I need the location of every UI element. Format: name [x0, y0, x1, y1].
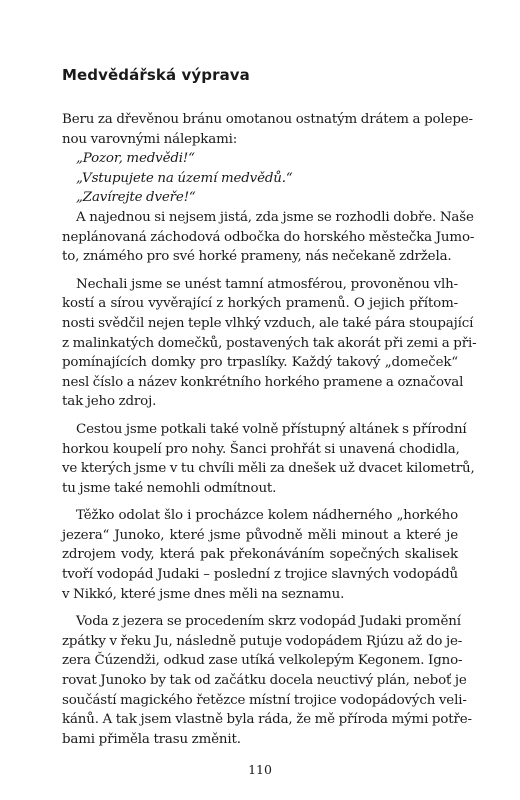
text-line: tak jeho zdroj. — [62, 394, 157, 410]
text-line: bami přiměla trasu změnit. — [62, 731, 241, 747]
paragraph-3 — [62, 275, 477, 412]
text-line: v Nikkó, které jsme dnes měli na seznamu. — [62, 586, 345, 602]
chapter-title: Medvědářská výprava — [62, 66, 250, 84]
text-line: součástí magického řetězce místní trojice vodopádových veli- — [62, 692, 467, 708]
text-line: Voda z jezera se procedením skrz vodopád Judaki promění — [76, 614, 461, 630]
text-line: zera Čúzendži, odkud zase utíká velkolepým Kegonem. Igno- — [62, 653, 463, 669]
text-line: neplánovaná záchodová odbočka do horského městečka Jumo- — [62, 229, 475, 245]
text-line: Těžko odolat šlo i procházce kolem nádherného „horkého — [76, 508, 458, 524]
text-line: nesl číslo a název konkrétního horkého pramene a označoval — [62, 374, 464, 390]
quote-line: „Vstupujete na území medvědů.“ — [76, 170, 293, 186]
text-line: jezera“ Junoko, které jsme původně měli minout a které je — [62, 527, 458, 543]
text-line: Beru za dřevěnou bránu omotanou ostnatým drátem a polepe- — [62, 112, 473, 127]
text-line: tvoří vodopád Judaki – poslední z trojice slavných vodopádů — [62, 567, 458, 583]
text-line: to, známého pro své horké prameny, nás nečekaně zdržela. — [62, 249, 452, 265]
text-line: kostí a sírou vyvěrající z horkých pramenů. O jejich přítom- — [62, 296, 458, 312]
chapter-body — [62, 110, 477, 749]
quote-line: „Zavírejte dveře!“ — [76, 190, 196, 206]
quote-block — [62, 149, 458, 208]
text-line: zpátky v řeku Ju, následně putuje vodopádem Rjúzu až do je- — [62, 633, 463, 649]
text-line: rovat Junoko by tak od začátku docela neuctivý plán, neboť je — [62, 673, 467, 689]
text-line: kánů. A tak jsem vlastně byla ráda, že mě příroda mými potře- — [62, 712, 472, 728]
text-line: pomínajících domky pro trpaslíky. Každý takový „domeček“ — [62, 355, 458, 371]
text-line: Cestou jsme potkali také volně přístupný altánek s přírodní — [76, 421, 467, 437]
paragraph-6 — [62, 612, 472, 749]
text-line: ve kterých jsme v tu chvíli měli za dnešek už dvacet kilometrů, — [62, 461, 475, 477]
paragraph-4 — [62, 420, 475, 498]
text-line: A najednou si nejsem jistá, zda jsme se rozhodli dobře. Naše — [76, 209, 474, 225]
text-line: nosti svědčil nejen teple vlhký vzduch, ale také pára stoupající — [62, 315, 474, 331]
text-line: nou varovnými nálepkami: — [62, 131, 238, 147]
paragraph-2 — [62, 208, 475, 267]
paragraph-1 — [62, 110, 473, 149]
quote-line: „Pozor, medvědi!“ — [76, 151, 195, 167]
text-line: horkou koupelí pro nohy. Šanci prohřát si unavená chodidla, — [62, 441, 460, 457]
text-line: zdrojem vody, která pak překonáváním sopečných skalisek — [62, 547, 458, 563]
text-line: tu jsme také nemohli odmítnout. — [62, 480, 277, 496]
paragraph-5 — [62, 506, 458, 604]
text-line: z malinkatých domečků, postavených tak akorát při zemi a při- — [62, 335, 477, 351]
text-line: Nechali jsme se unést tamní atmosférou, provoněnou vlh- — [76, 276, 458, 292]
page-number: 110 — [248, 762, 272, 777]
